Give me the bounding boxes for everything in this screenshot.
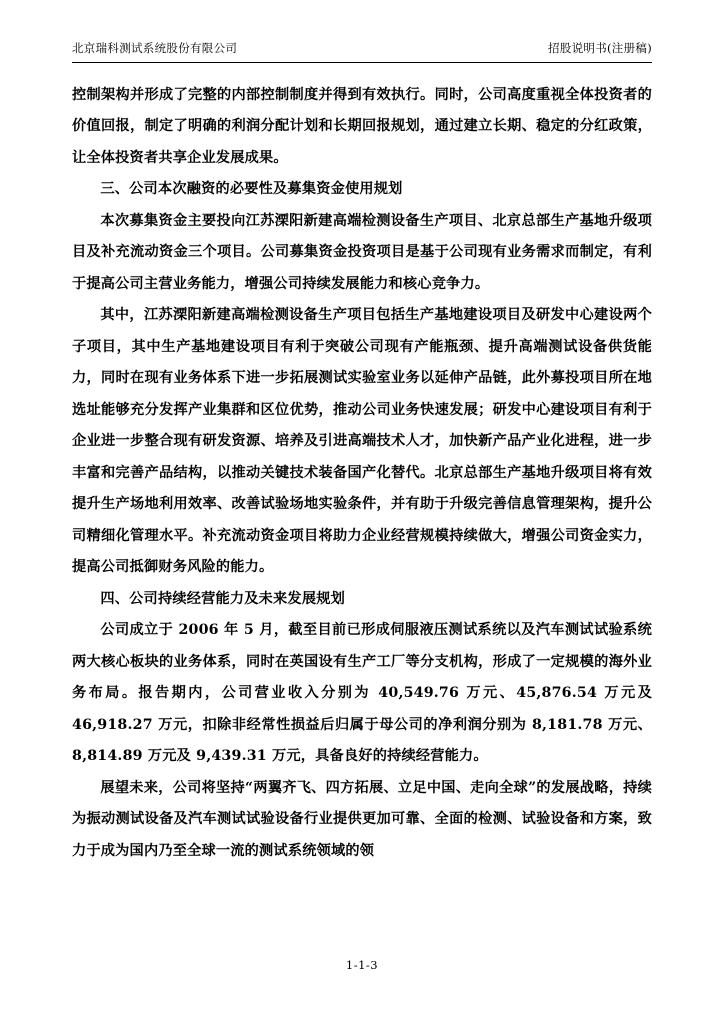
header-document-title: 招股说明书(注册稿) [548,41,652,55]
paragraph-1: 控制架构并形成了完整的内部控制制度并得到有效执行。同时，公司高度重视全体投资者的价值回报，制定了明确的利润分配计划和长期回报规划，通过建立长期、稳定的分红政策，让全体投资者共享企业发展成果。 [72,86,652,166]
page-number: 1-1-3 [345,958,379,972]
paragraph-7: 展望未来，公司将坚持“两翼齐飞、四方拓展、立足中国、走向全球”的发展战略，持续为振动测试设备及汽车测试试验设备行业提供更加可靠、全面的检测、试验设备和方案，致力于成为国内乃至全球一流的测试系统领域的领 [72,779,652,859]
header-company-name: 北京瑞科测试系统股份有限公司 [72,41,238,55]
document-body [72,80,652,868]
page-header [72,42,652,63]
section-heading-3: 三、公司本次融资的必要性及募集资金使用规划 [100,181,403,198]
paragraph-4: 其中，江苏溧阳新建高端检测设备生产项目包括生产基地建设项目及研发中心建设两个子项目，其中生产基地建设项目有利于突破公司现有产能瓶颈、提升高端测试设备供货能力，同时在现有业务体系下进一步拓展测试实验室业务以延伸产品链，此外募投项目所在地选址能够充分发挥产业集群和区位优势，推动公司业务快速发展；研发中心建设项目有利于企业进一步整合现有研发资源、培养及引进高端技术人才，加快新产品产业化进程，进一步丰富和完善产品结构，以推动关键技术装备国产化替代。北京总部生产基地升级项目将有效提升生产场地利用效率、改善试验场地实验条件，并有助于升级完善信息管理架构，提升公司精细化管理水平。补充流动资金项目将助力企业经营规模持续做大，增强公司资金实力，提高公司抵御财务风险的能力。 [72,307,652,576]
paragraph-6: 公司成立于 2006 年 5 月，截至目前已形成伺服液压测试系统以及汽车测试试验系统两大核心板块的业务体系，同时在英国设有生产工厂等分支机构，形成了一定规模的海外业务布局。报告期内，公司营业收入分别为 40,549.76 万元、45,876.54 万元及 46,918.27 万元，扣除非经常性损益后归属于母公司的净利润分别为 8,181.78 万元、8,814.89 万元及 9,439.31 万元，具备良好的持续经营能力。 [72,622,652,765]
paragraph-3: 本次募集资金主要投向江苏溧阳新建高端检测设备生产项目、北京总部生产基地升级项目及补充流动资金三个项目。公司募集资金投资项目是基于公司现有业务需求而制定，有利于提高公司主营业务能力，增强公司持续发展能力和核心竞争力。 [72,212,652,292]
section-heading-4: 四、公司持续经营能力及未来发展规划 [100,590,345,607]
page-footer [0,958,724,972]
